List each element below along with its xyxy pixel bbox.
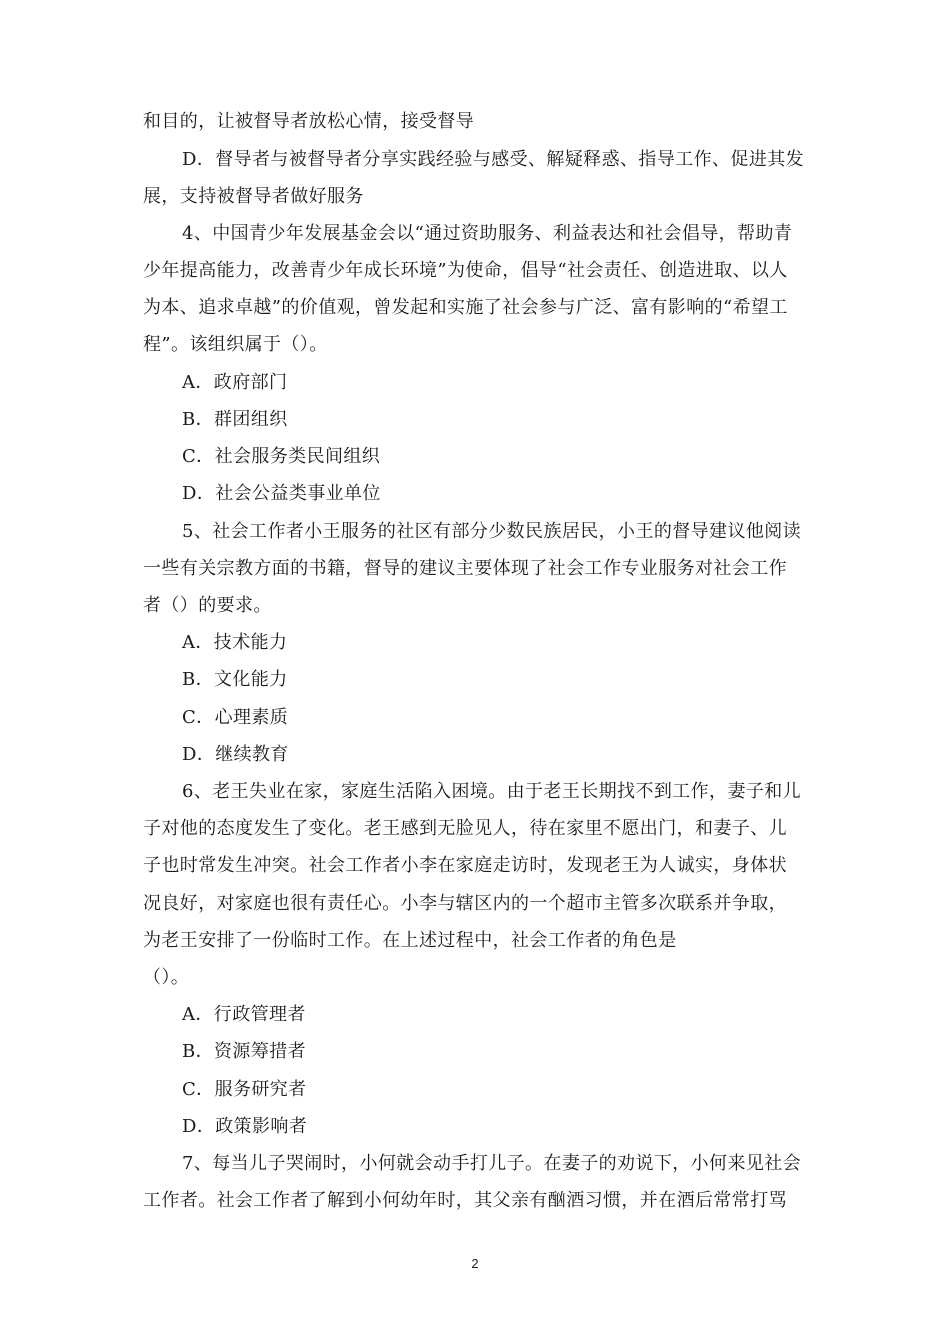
question-7-line: 7、每当儿子哭闹时，小何就会动手打儿子。在妻子的劝说下，小何来见社会: [182, 1153, 802, 1174]
option-d: D．继续教育: [182, 744, 289, 765]
text-line: 子也时常发生冲突。社会工作者小李在家庭走访时，发现老王为人诚实，身体状: [143, 855, 787, 876]
text-line: 工作者。社会工作者了解到小何幼年时，其父亲有酗酒习惯，并在酒后常常打骂: [143, 1190, 787, 1211]
question-6-line: 6、老王失业在家，家庭生活陷入困境。由于老王长期找不到工作，妻子和儿: [182, 781, 802, 802]
text-line: 一些有关宗教方面的书籍，督导的建议主要体现了社会工作专业服务对社会工作: [143, 558, 787, 579]
text-line: （）。: [143, 967, 190, 988]
option-a: A．政府部门: [182, 372, 288, 393]
text-line: 展，支持被督导者做好服务: [143, 186, 364, 207]
text-line: 和目的，让被督导者放松心情，接受督导: [143, 111, 475, 132]
option-c: C．心理素质: [182, 707, 289, 728]
option-a: A．行政管理者: [182, 1004, 306, 1025]
text-line: 者（）的要求。: [143, 595, 272, 616]
text-line: 况良好，对家庭也很有责任心。小李与辖区内的一个超市主管多次联系并争取，: [143, 893, 787, 914]
option-d: D．社会公益类事业单位: [182, 483, 381, 504]
question-5-line: 5、社会工作者小王服务的社区有部分少数民族居民，小王的督导建议他阅读: [182, 521, 802, 542]
question-4-line: 4、中国青少年发展基金会以“通过资助服务、利益表达和社会倡导，帮助青: [182, 223, 793, 244]
option-d: D．政策影响者: [182, 1116, 308, 1137]
text-line: 程”。该组织属于（）。: [143, 334, 328, 355]
text-line: 子对他的态度发生了变化。老王感到无脸见人，待在家里不愿出门，和妻子、儿: [143, 818, 787, 839]
option-c: C．社会服务类民间组织: [182, 446, 381, 467]
text-line: 为本、追求卓越”的价值观，曾发起和实施了社会参与广泛、富有影响的“希望工: [143, 297, 788, 318]
text-line: 少年提高能力，改善青少年成长环境”为使命，倡导“社会责任、创造进取、以人: [143, 260, 788, 281]
option-b: B．资源筹措者: [182, 1041, 307, 1062]
option-d-line: D．督导者与被督导者分享实践经验与感受、解疑释惑、指导工作、促进其发: [182, 149, 805, 170]
option-b: B．群团组织: [182, 409, 288, 430]
option-c: C．服务研究者: [182, 1079, 307, 1100]
text-line: 为老王安排了一份临时工作。在上述过程中，社会工作者的角色是: [143, 930, 677, 951]
page-number: 2: [471, 1256, 479, 1271]
option-b: B．文化能力: [182, 669, 288, 690]
option-a: A．技术能力: [182, 632, 288, 653]
